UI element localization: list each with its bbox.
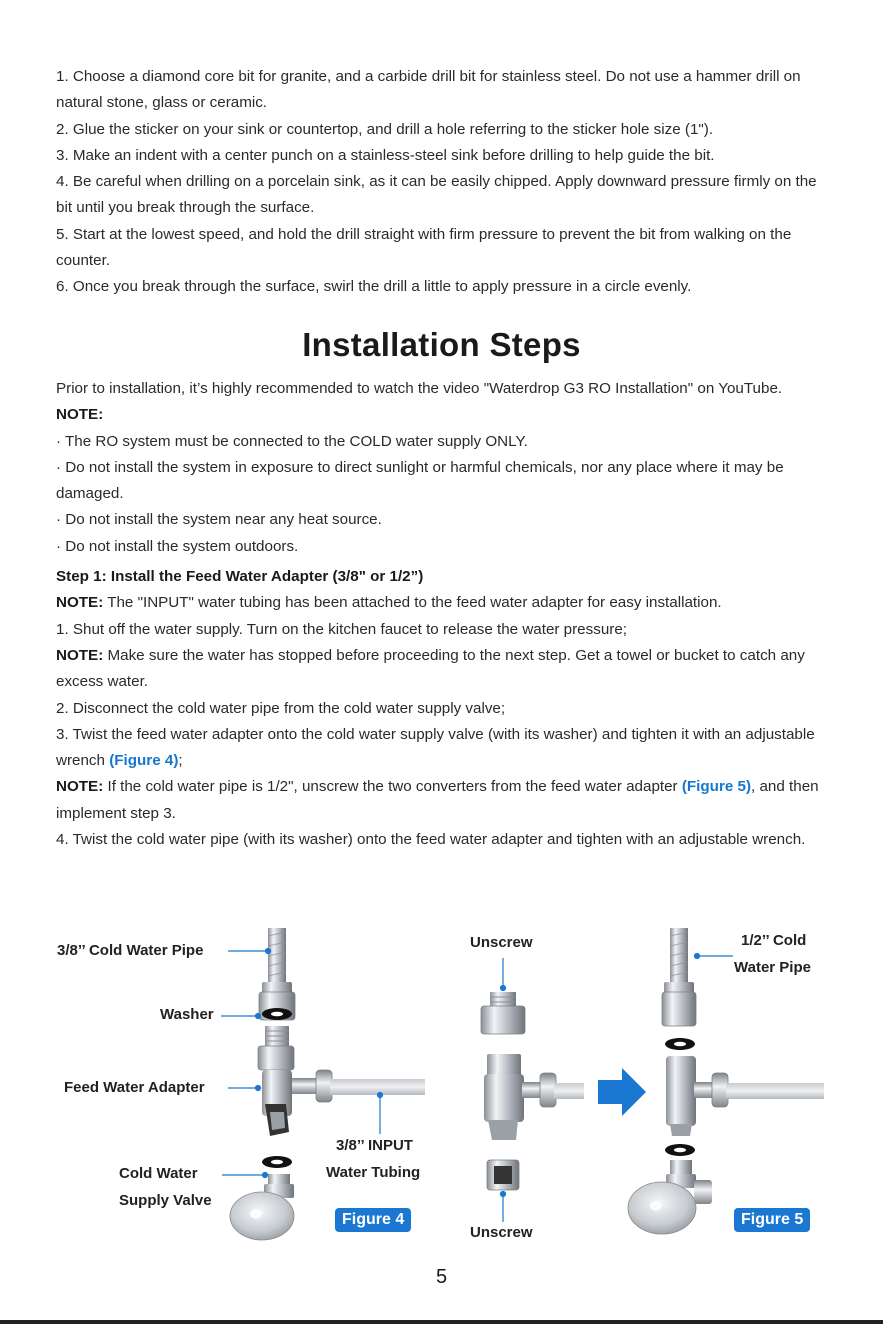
- label-half-inch-cold: 1/2’’ Cold: [741, 932, 807, 949]
- label-feed-water-adapter: Feed Water Adapter: [64, 1079, 205, 1096]
- drilling-instructions: [56, 64, 836, 301]
- label-unscrew-bottom: Unscrew: [470, 1224, 533, 1241]
- drill-step-2: 2. Glue the sticker on your sink or countertop, and drill a hole referring to the sticker hole size (1").: [56, 120, 714, 138]
- note-heading: NOTE:: [56, 406, 104, 424]
- bottom-rule: [0, 1320, 883, 1324]
- label-supply-valve: Supply Valve: [119, 1192, 212, 1209]
- note-text: If the cold water pipe is 1/2", unscrew the two converters from the feed water adapter: [103, 778, 682, 796]
- label-cold-water-pipe: 3/8’’ Cold Water Pipe: [57, 942, 204, 959]
- figures-area: [0, 922, 883, 1252]
- note-label: NOTE:: [56, 778, 104, 796]
- note-item-2: · Do not install the system in exposure to direct sunlight or harmful chemicals, nor any place where it may be damaged.: [56, 458, 784, 503]
- label-washer: Washer: [160, 1006, 214, 1023]
- label-input: 3/8’’ INPUT: [336, 1137, 413, 1154]
- note-item-1: · The RO system must be connected to the COLD water supply ONLY.: [56, 432, 528, 450]
- label-water-pipe: Water Pipe: [734, 959, 811, 976]
- figure-5-reference: (Figure 5): [681, 778, 752, 796]
- arrow-right-icon: [598, 1068, 646, 1116]
- figure-4-reference: (Figure 4): [109, 752, 179, 770]
- step1-note-2: [56, 643, 836, 696]
- note-text: Make sure the water has stopped before proceeding to the next step. Get a towel or bucket to catch any excess water.: [56, 646, 805, 691]
- step1-note-3: [56, 774, 836, 827]
- step1-item-1: 1. Shut off the water supply. Turn on the kitchen faucet to release the water pressure;: [56, 620, 627, 638]
- cold-water-supply-valve: [230, 1192, 294, 1240]
- figure-4-badge: Figure 4: [335, 1208, 411, 1232]
- note-label: NOTE:: [56, 646, 104, 664]
- note-text: The "INPUT" water tubing has been attached to the feed water adapter for easy installation.: [103, 594, 722, 612]
- label-unscrew-top: Unscrew: [470, 934, 533, 951]
- section-title: Installation Steps: [302, 326, 581, 363]
- drill-step-4: 4. Be careful when drilling on a porcelain sink, as it can be easily chipped. Apply downward pressure firmly on the bit until you break through the surface.: [56, 173, 817, 217]
- note-text-end: , and then implement step 3.: [56, 778, 819, 822]
- cold-water-pipe: [268, 928, 286, 990]
- figure-5-badge: Figure 5: [734, 1208, 810, 1232]
- label-water-tubing: Water Tubing: [326, 1164, 421, 1181]
- drill-step-1: 1. Choose a diamond core bit for granite, and a carbide drill bit for stainless steel. Do not use a hammer drill on natural stone, glass or ceramic.: [56, 68, 801, 112]
- drill-step-6: 6. Once you break through the surface, swirl the drill a little to apply pressure in a circle evenly.: [56, 278, 692, 296]
- figure-4-illustration: [221, 928, 425, 1240]
- step1-heading: Step 1: Install the Feed Water Adapter (3/8" or 1/2”): [56, 568, 424, 586]
- note-item-4: · Do not install the system outdoors.: [56, 537, 299, 555]
- step1-item-2: 2. Disconnect the cold water pipe from the cold water supply valve;: [56, 699, 506, 717]
- drill-step-3: 3. Make an indent with a center punch on a stainless-steel sink before drilling to help guide the bit.: [56, 146, 715, 164]
- installation-text: [56, 376, 836, 853]
- page-number: 5: [435, 1266, 448, 1288]
- feed-water-adapter: [265, 1026, 289, 1048]
- note-label: NOTE:: [56, 594, 104, 612]
- item-text-end: ;: [178, 752, 183, 770]
- step1-note-1: [56, 590, 836, 616]
- item-text: 3. Twist the feed water adapter onto the cold water supply valve (with its washer) and tighten it with an adjustable wrench: [56, 725, 815, 770]
- step1-item-4: 4. Twist the cold water pipe (with its washer) onto the feed water adapter and tighten with an adjustable wrench.: [56, 831, 806, 849]
- step1-item-3: [56, 722, 836, 775]
- label-cold-water: Cold Water: [119, 1165, 198, 1182]
- input-water-tubing: [330, 1079, 425, 1095]
- note-item-3: · Do not install the system near any heat source.: [56, 511, 382, 529]
- intro-paragraph: Prior to installation, it’s highly recommended to watch the video "Waterdrop G3 RO Installation" on YouTube.: [56, 380, 783, 397]
- drill-step-5: 5. Start at the lowest speed, and hold the drill straight with firm pressure to prevent the bit from walking on the counter.: [56, 225, 792, 270]
